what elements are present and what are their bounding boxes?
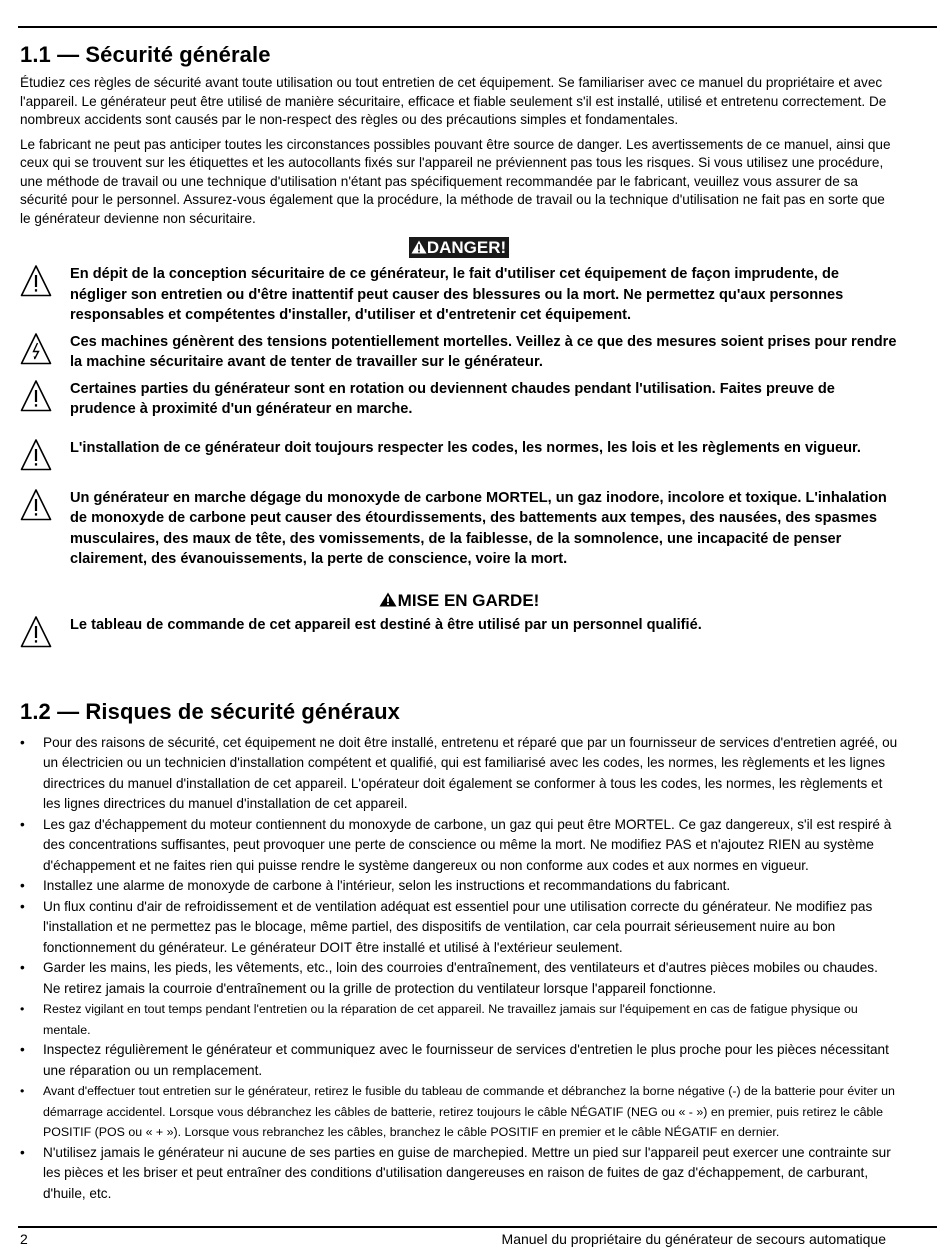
caution-banner [20,590,898,611]
list-item: • Restez vigilant en tout temps pendant l'entretien ou la réparation de cet appareil. Ne travaillez jamais sur l'équipement en cas de fatigue physique ou mentale. [20,999,898,1040]
danger-label: DANGER! [409,237,509,258]
electrical-hazard-icon [20,332,52,366]
danger-warning-text: En dépit de la conception sécuritaire de ce générateur, le fait d'utiliser cet équipement de façon imprudente, de négliger son entretien ou d'être inattentif peut causer des blessures ou la mort. Ne permettez qu'aux personnes responsables et compétentes d'installer, d'utiliser et d'entretenir cet équipement. [70,266,844,323]
footer-rule [18,1226,937,1228]
list-item: • Les gaz d'échappement du moteur contiennent du monoxyde de carbone, un gaz qui peut être MORTEL. Ce gaz dangereux, s'il est respiré à des concentrations suffisantes, peut provoquer une perte de conscience ou même la mort. Ne modifiez PAS et n'ajoutez RIEN au système d'échappement et ne faites rien qui puisse rendre le système dangereux ou non conforme aux codes et aux normes en vigueur. [20,815,898,877]
caution-label: MISE EN GARDE! [379,590,540,611]
page-number: 2 [20,1231,28,1247]
danger-warning-3 [20,379,898,420]
danger-warning-5 [20,488,898,570]
page-content [20,40,898,1204]
danger-warning-text: Certaines parties du générateur sont en rotation ou deviennent chaudes pendant l'utilisation. Faites preuve de prudence à proximité d'un générateur en marche. [70,380,835,417]
warning-triangle-icon [411,240,427,254]
danger-banner [20,237,898,258]
header-rule [18,26,937,28]
section-2-title: 1.2 — Risques de sécurité généraux [20,698,400,724]
list-item: • Avant d'effectuer tout entretien sur le générateur, retirez le fusible du tableau de commande et débranchez la borne négative (-) de la batterie pour éviter un démarrage accidentel. Lorsque vous débranchez les câbles de batterie, retirez toujours le câble NÉGATIF (NEG ou « - ») en premier, puis retirez le câble POSITIF (POS ou « + »). Lorsque vous rebranchez les câbles, branchez le câble POSITIF en premier et le câble NÉGATIF en dernier. [20,1081,898,1143]
general-warning-icon [20,379,52,413]
list-item: • Pour des raisons de sécurité, cet équipement ne doit être installé, entretenu et réparé que par un fournisseur de services d'entretien agréé, ou un électricien ou un technicien d'installation compétent et qualifié, qui est familiarisé avec les codes, les normes, les règlements et les lignes directrices du manuel d'installation de cet appareil. L'opérateur doit également se conformer à tous les codes, les normes, les règlements et les lignes directrices du manuel d'installation de cet appareil. [20,733,898,815]
general-warning-icon [20,264,52,298]
danger-warning-1 [20,264,898,326]
danger-warning-text: Un générateur en marche dégage du monoxyde de carbone MORTEL, un gaz inodore, incolore et toxique. L'inhalation de monoxyde de carbone peut causer des étourdissements, des battements aux tempes, des nausées, des spasmes musculaires, des maux de tête, des vomissements, de la faiblesse, de la somnolence, une incapacité de penser clairement, des évanouissements, la perte de conscience, voire la mort. [70,489,887,567]
general-warning-icon [20,438,52,472]
danger-warning-4 [20,438,898,472]
risk-list [20,733,898,1205]
list-item: • Un flux continu d'air de refroidissement et de ventilation adéquat est essentiel pour une utilisation correcte du générateur. Ne modifiez pas l'installation et ne permettez pas le blocage, même partiel, des dispositifs de ventilation, car cela pourrait sérieusement nuire au bon fonctionnement du générateur. Le générateur DOIT être installé et utilisé à l'extérieur seulement. [20,897,898,959]
caution-warning-text: Le tableau de commande de cet appareil est destiné à être utilisé par un personnel qualifié. [70,616,702,633]
danger-warning-2 [20,332,898,373]
section-1-title: 1.1 — Sécurité générale [20,42,271,67]
danger-warning-text: Ces machines génèrent des tensions potentiellement mortelles. Veillez à ce que des mesures soient prises pour rendre la machine sécuritaire avant de tenter de travailler sur le générateur. [70,333,897,370]
list-item: • Inspectez régulièrement le générateur et communiquez avec le fournisseur de services d'entretien le plus proche pour les pièces nécessitant une réparation ou un remplacement. [20,1040,898,1081]
list-item: • Garder les mains, les pieds, les vêtements, etc., loin des courroies d'entraînement, des ventilateurs et d'autres pièces mobiles ou chaudes. Ne retirez jamais la courroie d'entraînement ou la grille de protection du ventilateur lorsque l'appareil fonctionne. [20,958,898,999]
manual-title: Manuel du propriétaire du générateur de secours automatique [501,1231,886,1247]
list-item: • Installez une alarme de monoxyde de carbone à l'intérieur, selon les instructions et recommandations du fabricant. [20,876,898,897]
general-warning-icon [20,615,52,649]
intro-paragraph-1: Étudiez ces règles de sécurité avant toute utilisation ou tout entretien de cet équipement. Se familiariser avec ce manuel du propriétaire et avec l'appareil. Le générateur peut être utilisé de manière sécuritaire, efficace et fiable seulement s'il est installé, utilisé et entretenu correctement. De nombreux accidents sont causés par le non-respect des règles ou des précautions simples et fondamentales. [20,75,887,127]
intro-paragraph-2: Le fabricant ne peut pas anticiper toutes les circonstances possibles pouvant être source de danger. Les avertissements de ce manuel, ainsi que ceux qui se trouvent sur les étiquettes et les autocollants fixés sur l'appareil ne préviennent pas tous les risques. Si vous utilisez une procédure, une méthode de travail ou une technique d'utilisation n'étant pas spécifiquement recommandée par le fabricant, veuillez vous assurer de sa sécurité pour le personnel. Assurez-vous également que la procédure, la méthode de travail ou la technique d'utilisation ne fait pas en sorte que le générateur devienne non sécuritaire. [20,136,891,226]
danger-warning-text: L'installation de ce générateur doit toujours respecter les codes, les normes, les lois et les règlements en vigueur. [70,439,861,456]
warning-triangle-icon [379,592,397,607]
caution-warning [20,615,898,649]
general-warning-icon [20,488,52,522]
list-item: • N'utilisez jamais le générateur ni aucune de ses parties en guise de marchepied. Mettre un pied sur l'appareil peut exercer une contrainte sur les pièces et les briser et peut entraîner des conditions d'utilisation dangereuses en raison de fuites de gaz d'échappement, de carburant, d'huile, etc. [20,1143,898,1205]
